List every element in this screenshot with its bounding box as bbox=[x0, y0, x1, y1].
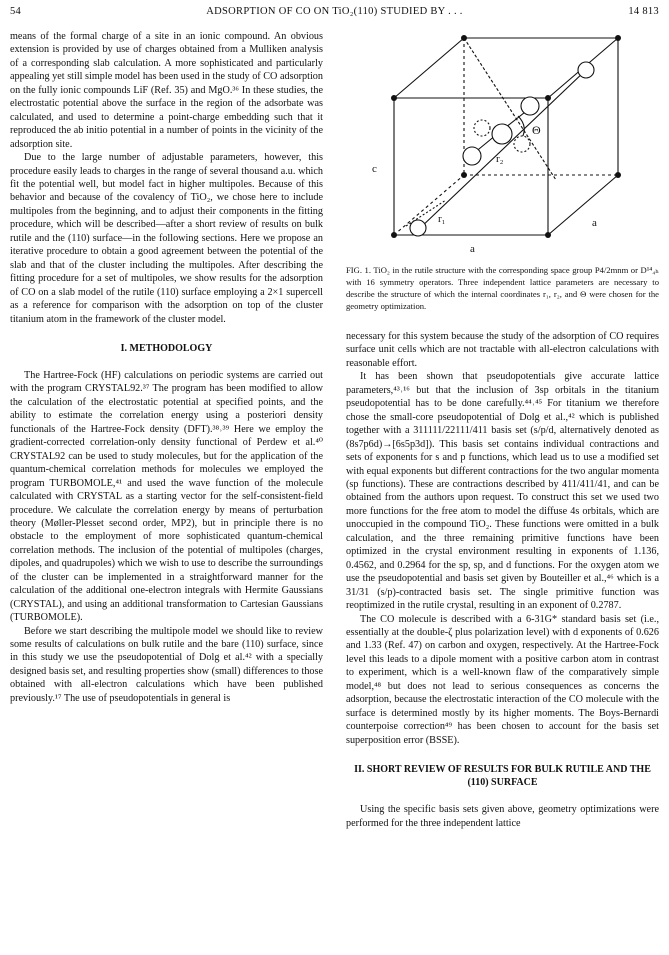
paragraph: It has been shown that pseudopotentials give accurate lattice parameters,⁴³˒¹⁶ but that the inclusion of 3sp orbitals in the titanium pseudopotential has to be done carefully.⁴⁴˒⁴⁵ For titanium we therefore chose the small-core pseudopotential of Dolg et al.,⁴² which is published together with a 311111/22111/411 basis set (s/p/d, alternatively denoted as (8s7p6d)→[6s5p3d]). This basis set contains individual contractions and sets of exponents for s and p functions, which lead us to use a modified set with equal exponents but different contractions for the two angular momenta (sp functions). These are contractions described by 411/411/41, and can be obtained from the authors upon request. To construct this set we used two more functions for the free atom to model the diffuse 4s orbitals, which are unoccupied in the compound TiO₂. These functions were omitted in a bulk calculation, and the three remaining primitive functions have been optimized in the crystal environment resulting in exponents of 1.136, 0.4562, and 0.2964 for the sp, sp, and d functions. For the oxygen atom we use the pseudopotential and basis set given by Bouteiller et al.,⁴⁶ which is a 31/31 (s/p)-contracted basis set. The single primitive function was reoptimized in the rutile crystal, resulting in an exponent of 0.2787. bbox=[346, 371, 659, 612]
titanium-atom bbox=[615, 35, 621, 41]
label-a-bottom: a bbox=[470, 243, 475, 255]
titanium-atom bbox=[461, 172, 467, 178]
bond-line bbox=[418, 70, 586, 230]
label-c: c bbox=[372, 163, 377, 175]
oxygen-atom bbox=[521, 97, 539, 115]
titanium-atom bbox=[391, 95, 397, 101]
oxygen-atom bbox=[463, 147, 481, 165]
running-header bbox=[10, 6, 659, 22]
label-r1: r₁ bbox=[438, 213, 446, 225]
paragraph: means of the formal charge of a site in an ionic compound. An obvious extension is provided by use of charges obtained from a Mulliken analysis of a corresponding slab calculation. A more sophisticated and particularly appealing yet still simple model has been used in the study of CO adsorption on the fully ionic compounds LiF (Ref. 35) and MgO.³⁶ In these studies, the electrostatic potential above the surface in the region of the adsorbate was calculated, and used to determine a point-charge embedding such that it reproduced the ab initio potential in a number of points in the vicinity of the adsorption site. bbox=[10, 31, 323, 150]
section-heading: II. SHORT REVIEW OF RESULTS FOR BULK RUTILE AND THE (110) SURFACE bbox=[354, 764, 651, 789]
titanium-atom bbox=[391, 232, 397, 238]
label-r2: r₂ bbox=[496, 153, 504, 165]
paragraph: Due to the large number of adjustable parameters, however, this procedure easily leads to charges in the range of several thousand a.u. which fit the potential well, but model fact in higher multipoles. Because of this behavior and because of the covalency of TiO₂, we chose here to include multipoles from the beginning, and to adjust their components in the fitting procedure, which will be described—after a short review of results on bulk rutile and the (110) surface—in the following sections. Here we propose an iterative procedure to obtain a good agreement between the potential of the slab and that of the cluster including the multipoles. After describing the fitting procedure for a set of multipoles, we show results for the adsorption of CO on a slab model of the rutile (110) surface employing a 2×1 supercell as a reference for comparison with the adsorption on top of the cluster titanium atom in the framework of the cluster model. bbox=[10, 152, 323, 325]
section-heading: I. METHODOLOGY bbox=[120, 342, 213, 354]
paragraph: Before we start describing the multipole model we should like to review some results of calculations on bulk rutile and the bare (110) surface, since in this study we use the pseudopotential of Dolg et al.⁴² with a specially designed basis set, and resulting properties show (small) differences to those obtained with all-electron calculations which have been published previously.¹⁷ The use of pseudopotentials in general is bbox=[10, 625, 323, 704]
page-reference: 14 813 bbox=[628, 6, 659, 17]
titanium-atom bbox=[615, 172, 621, 178]
running-title: ADSORPTION OF CO ON TiO₂(110) STUDIED BY . . . bbox=[206, 6, 463, 17]
oxygen-atom-corner bbox=[578, 62, 594, 78]
figure-rutile-unit-cell bbox=[346, 30, 659, 256]
cell-edge bbox=[548, 175, 618, 235]
cell-edge-hidden bbox=[394, 175, 464, 235]
label-theta: Θ bbox=[532, 123, 541, 137]
oxygen-atom-hidden bbox=[514, 136, 530, 152]
titanium-atom-center bbox=[492, 124, 512, 144]
cell-edge bbox=[394, 38, 464, 98]
left-column bbox=[10, 30, 323, 705]
label-a-right: a bbox=[592, 217, 597, 229]
paragraph: The Hartree-Fock (HF) calculations on periodic systems are carried out with the program CRYSTAL92.³⁷ The program has been modified to allow the calculation of the electrostatic potential at specified points, and the ability to estimate the correlation energy using a posteriori density functionals of the Hartree-Fock density (DFT).³⁸˒³⁹ Here we employ the gradient-corrected correlation-only density functional of Perdew et al.⁴⁰ CRYSTAL92 can be used to study molecules, but for the application of the quantum-chemical correlation methods for molecules we employed the program TURBOMOLE,⁴¹ and used the wave function of the molecule calculated with CRYSTAL as a starting vector for the self-consistent-field procedure. We calculate the correlation energy by means of perturbation theory (Møller-Plesset second order, MP2), but in principle there is no obstacle to the employment of more sophisticated quantum-chemical correlation methods. The inclusion of the potential of multipoles (charges, dipoles, and quadrupoles) which we wish to use to describe the surroundings of the cluster can be implemented in a straightforward manner for the calculation of the additional one-electron integrals with Hermite Gaussians (CRYSTAL), and using an additional transformation to Cartesian Gaussians (TURBOMOLE). bbox=[10, 369, 323, 624]
rutile-unit-cell-diagram bbox=[346, 30, 659, 256]
figure-caption: FIG. 1. TiO₂ in the rutile structure with the corresponding space group P4/2mnm or D¹⁴₄ₕ with 16 symmetry operators. Three independent lattice parameters are necessary to describe the structure of which the internal coordinates r₁, r₂, and Θ were chosen for the geometry optimization. bbox=[346, 265, 659, 311]
paragraph: necessary for this system because the study of the adsorption of CO requires surface unit cells which are not tractable with all-electron calculations with reasonable effort. bbox=[346, 331, 659, 369]
oxygen-atom-corner bbox=[410, 220, 426, 236]
titanium-atom bbox=[545, 232, 551, 238]
paragraph: The CO molecule is described with a 6-31G* standard basis set (i.e., essentially at the double-ζ plus polarization level) with d exponents of 0.626 and 1.33 (Ref. 47) on carbon and oxygen, respectively. At the Hartree-Fock level this leads to a dipole moment with a positive carbon atom in contrast to experiment, which is a well-known flaw of the comparatively simple model,⁴⁸ but does not lead to serious consequences as concerns the adsorption, because the electrostatic interaction of the CO molecule with the surface is determined mostly by its higher moments. The Boys-Bernardi counterpoise correction⁴⁹ has been chosen to account for the basis set superposition error (BSSE). bbox=[346, 613, 659, 746]
oxygen-atom-hidden bbox=[474, 120, 490, 136]
titanium-atom bbox=[461, 35, 467, 41]
titanium-atom bbox=[545, 95, 551, 101]
paragraph: Using the specific basis sets given above, geometry optimizations were performed for the three independent lattice bbox=[346, 804, 659, 829]
page-number: 54 bbox=[10, 6, 22, 17]
right-column bbox=[346, 30, 659, 830]
